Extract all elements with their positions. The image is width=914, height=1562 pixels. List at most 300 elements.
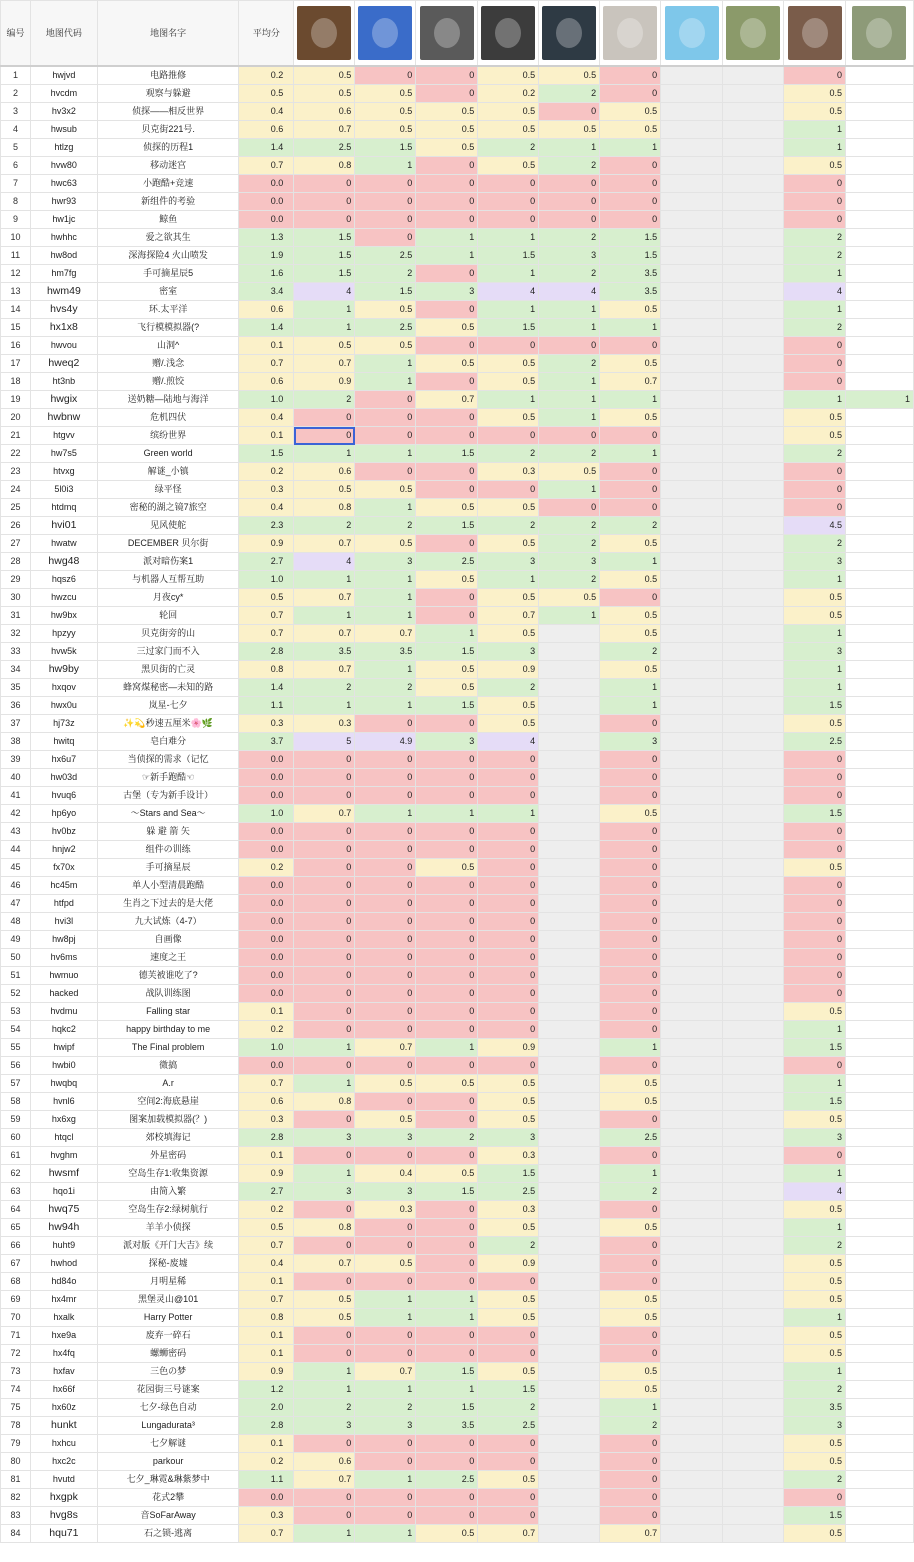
reviewer-1-score-cell[interactable]: 0.8: [294, 157, 355, 175]
reviewer-7-score-cell[interactable]: [661, 373, 723, 391]
row-number-cell[interactable]: 74: [1, 1381, 31, 1399]
row-number-cell[interactable]: 29: [1, 571, 31, 589]
average-score-cell[interactable]: 0.1: [239, 1435, 294, 1453]
average-score-cell[interactable]: 0.0: [239, 895, 294, 913]
reviewer-3-score-cell[interactable]: 0: [416, 1147, 478, 1165]
map-code-cell[interactable]: hx60z: [30, 1399, 97, 1417]
map-code-cell[interactable]: hv0bz: [30, 823, 97, 841]
reviewer-1-score-cell[interactable]: 0: [294, 877, 355, 895]
map-code-cell[interactable]: hxqov: [30, 679, 97, 697]
map-code-cell[interactable]: hwjvd: [30, 66, 97, 85]
reviewer-8-score-cell[interactable]: [723, 517, 784, 535]
reviewer-1-score-cell[interactable]: 2: [294, 517, 355, 535]
reviewer-1-score-cell[interactable]: 0.7: [294, 661, 355, 679]
row-number-cell[interactable]: 59: [1, 1111, 31, 1129]
row-number-cell[interactable]: 45: [1, 859, 31, 877]
reviewer-8-score-cell[interactable]: [723, 1147, 784, 1165]
reviewer-8-score-cell[interactable]: [723, 1507, 784, 1525]
reviewer-5-score-cell[interactable]: [539, 1111, 600, 1129]
reviewer-10-score-cell[interactable]: [845, 1021, 913, 1039]
average-score-cell[interactable]: 2.7: [239, 553, 294, 571]
reviewer-3-score-cell[interactable]: 0: [416, 823, 478, 841]
reviewer-6-score-cell[interactable]: 0.5: [600, 661, 661, 679]
reviewer-10-score-cell[interactable]: [845, 1381, 913, 1399]
reviewer-10-score-cell[interactable]: [845, 1507, 913, 1525]
reviewer-6-score-cell[interactable]: 0: [600, 1453, 661, 1471]
reviewer-header-7[interactable]: [661, 1, 723, 67]
reviewer-7-score-cell[interactable]: [661, 823, 723, 841]
reviewer-5-score-cell[interactable]: 0.5: [539, 66, 600, 85]
reviewer-8-score-cell[interactable]: [723, 193, 784, 211]
reviewer-10-score-cell[interactable]: [845, 715, 913, 733]
reviewer-4-score-cell[interactable]: 0: [478, 751, 539, 769]
reviewer-4-score-cell[interactable]: 0.5: [478, 499, 539, 517]
average-score-cell[interactable]: 1.2: [239, 1381, 294, 1399]
map-name-cell[interactable]: 音SoFarAway: [97, 1507, 239, 1525]
reviewer-4-score-cell[interactable]: 0: [478, 913, 539, 931]
reviewer-1-score-cell[interactable]: 0: [294, 895, 355, 913]
row-number-cell[interactable]: 9: [1, 211, 31, 229]
reviewer-5-score-cell[interactable]: 2: [539, 535, 600, 553]
map-name-cell[interactable]: 派对暗伤案1: [97, 553, 239, 571]
reviewer-2-score-cell[interactable]: 0: [355, 211, 416, 229]
reviewer-1-score-cell[interactable]: 3: [294, 1417, 355, 1435]
reviewer-5-score-cell[interactable]: 2: [539, 85, 600, 103]
reviewer-3-score-cell[interactable]: 0: [416, 1273, 478, 1291]
reviewer-1-score-cell[interactable]: 0.7: [294, 355, 355, 373]
reviewer-6-score-cell[interactable]: 0.5: [600, 301, 661, 319]
reviewer-3-score-cell[interactable]: 0: [416, 373, 478, 391]
reviewer-1-score-cell[interactable]: 0: [294, 841, 355, 859]
map-name-cell[interactable]: 躲 避 箭 矢: [97, 823, 239, 841]
reviewer-10-score-cell[interactable]: [845, 1147, 913, 1165]
reviewer-10-score-cell[interactable]: [845, 1183, 913, 1201]
reviewer-3-score-cell[interactable]: 0: [416, 769, 478, 787]
reviewer-4-score-cell[interactable]: 0.5: [478, 1219, 539, 1237]
reviewer-4-score-cell[interactable]: 0: [478, 823, 539, 841]
map-name-cell[interactable]: ☞新手跑酷☜: [97, 769, 239, 787]
reviewer-9-score-cell[interactable]: 2: [784, 229, 846, 247]
reviewer-2-score-cell[interactable]: 0: [355, 715, 416, 733]
reviewer-5-score-cell[interactable]: 0.5: [539, 463, 600, 481]
reviewer-5-score-cell[interactable]: [539, 985, 600, 1003]
reviewer-6-score-cell[interactable]: 2.5: [600, 1129, 661, 1147]
row-number-cell[interactable]: 1: [1, 66, 31, 85]
reviewer-9-score-cell[interactable]: 1: [784, 265, 846, 283]
average-score-cell[interactable]: 3.7: [239, 733, 294, 751]
reviewer-2-score-cell[interactable]: 1: [355, 661, 416, 679]
reviewer-1-score-cell[interactable]: 3: [294, 1183, 355, 1201]
reviewer-10-score-cell[interactable]: [845, 607, 913, 625]
reviewer-10-score-cell[interactable]: 1: [845, 391, 913, 409]
row-number-cell[interactable]: 41: [1, 787, 31, 805]
average-score-cell[interactable]: 0.1: [239, 337, 294, 355]
reviewer-5-score-cell[interactable]: [539, 1309, 600, 1327]
reviewer-1-score-cell[interactable]: 0: [294, 769, 355, 787]
reviewer-7-score-cell[interactable]: [661, 265, 723, 283]
reviewer-5-score-cell[interactable]: [539, 841, 600, 859]
map-name-cell[interactable]: 危机四伏: [97, 409, 239, 427]
reviewer-1-score-cell[interactable]: 0.9: [294, 373, 355, 391]
reviewer-7-score-cell[interactable]: [661, 1057, 723, 1075]
map-code-cell[interactable]: hwzcu: [30, 589, 97, 607]
map-name-cell[interactable]: 鲸鱼: [97, 211, 239, 229]
reviewer-3-score-cell[interactable]: 0: [416, 607, 478, 625]
average-score-cell[interactable]: 2.8: [239, 643, 294, 661]
reviewer-9-score-cell[interactable]: 2: [784, 1381, 846, 1399]
reviewer-header-9[interactable]: [784, 1, 846, 67]
reviewer-7-score-cell[interactable]: [661, 1003, 723, 1021]
row-number-cell[interactable]: 64: [1, 1201, 31, 1219]
reviewer-4-score-cell[interactable]: 0: [478, 1489, 539, 1507]
reviewer-5-score-cell[interactable]: 1: [539, 391, 600, 409]
map-name-cell[interactable]: 郊校填海记: [97, 1129, 239, 1147]
map-name-cell[interactable]: 轮回: [97, 607, 239, 625]
reviewer-9-score-cell[interactable]: 1: [784, 121, 846, 139]
reviewer-2-score-cell[interactable]: 0.5: [355, 121, 416, 139]
map-name-cell[interactable]: 花园街三号谜案: [97, 1381, 239, 1399]
reviewer-3-score-cell[interactable]: 0: [416, 1507, 478, 1525]
reviewer-2-score-cell[interactable]: 1: [355, 1291, 416, 1309]
map-name-cell[interactable]: 环.太平洋: [97, 301, 239, 319]
reviewer-4-score-cell[interactable]: 0: [478, 175, 539, 193]
reviewer-2-score-cell[interactable]: 0: [355, 1219, 416, 1237]
reviewer-8-score-cell[interactable]: [723, 1219, 784, 1237]
reviewer-9-score-cell[interactable]: 1.5: [784, 1507, 846, 1525]
map-name-cell[interactable]: 密秘的湖之镜7旅空: [97, 499, 239, 517]
row-number-cell[interactable]: 49: [1, 931, 31, 949]
reviewer-2-score-cell[interactable]: 1: [355, 1525, 416, 1543]
reviewer-7-score-cell[interactable]: [661, 859, 723, 877]
reviewer-6-score-cell[interactable]: 0: [600, 337, 661, 355]
reviewer-5-score-cell[interactable]: [539, 967, 600, 985]
reviewer-7-score-cell[interactable]: [661, 139, 723, 157]
reviewer-8-score-cell[interactable]: [723, 877, 784, 895]
reviewer-9-score-cell[interactable]: 1: [784, 1363, 846, 1381]
reviewer-10-score-cell[interactable]: [845, 229, 913, 247]
reviewer-7-score-cell[interactable]: [661, 751, 723, 769]
reviewer-9-score-cell[interactable]: 1: [784, 301, 846, 319]
reviewer-4-score-cell[interactable]: 0: [478, 841, 539, 859]
reviewer-8-score-cell[interactable]: [723, 1111, 784, 1129]
reviewer-4-score-cell[interactable]: 0: [478, 1507, 539, 1525]
map-name-cell[interactable]: 空岛生存1:收集资源: [97, 1165, 239, 1183]
reviewer-5-score-cell[interactable]: 2: [539, 445, 600, 463]
row-number-cell[interactable]: 84: [1, 1525, 31, 1543]
reviewer-10-score-cell[interactable]: [845, 1093, 913, 1111]
reviewer-4-score-cell[interactable]: 0: [478, 211, 539, 229]
reviewer-6-score-cell[interactable]: 0: [600, 913, 661, 931]
reviewer-4-score-cell[interactable]: 0: [478, 1273, 539, 1291]
reviewer-9-score-cell[interactable]: 2: [784, 247, 846, 265]
map-code-cell[interactable]: hvs4y: [30, 301, 97, 319]
reviewer-9-score-cell[interactable]: 0: [784, 931, 846, 949]
reviewer-5-score-cell[interactable]: [539, 1363, 600, 1381]
map-name-cell[interactable]: 移动迷宫: [97, 157, 239, 175]
average-score-cell[interactable]: 1.6: [239, 265, 294, 283]
map-code-cell[interactable]: hqo1i: [30, 1183, 97, 1201]
reviewer-9-score-cell[interactable]: 0.5: [784, 1003, 846, 1021]
reviewer-6-score-cell[interactable]: 0.5: [600, 355, 661, 373]
average-score-cell[interactable]: 0.0: [239, 967, 294, 985]
reviewer-7-score-cell[interactable]: [661, 103, 723, 121]
reviewer-10-score-cell[interactable]: [845, 1273, 913, 1291]
reviewer-10-score-cell[interactable]: [845, 1291, 913, 1309]
reviewer-5-score-cell[interactable]: [539, 805, 600, 823]
reviewer-5-score-cell[interactable]: [539, 1471, 600, 1489]
reviewer-8-score-cell[interactable]: [723, 463, 784, 481]
average-score-cell[interactable]: 0.6: [239, 1093, 294, 1111]
reviewer-8-score-cell[interactable]: [723, 481, 784, 499]
reviewer-7-score-cell[interactable]: [661, 1399, 723, 1417]
column-header-name[interactable]: 地图名字: [97, 1, 239, 67]
reviewer-4-score-cell[interactable]: 0: [478, 877, 539, 895]
reviewer-6-score-cell[interactable]: 0: [600, 193, 661, 211]
reviewer-6-score-cell[interactable]: 0: [600, 427, 661, 445]
reviewer-1-score-cell[interactable]: 0: [294, 1003, 355, 1021]
reviewer-3-score-cell[interactable]: 0: [416, 715, 478, 733]
map-code-cell[interactable]: hvg8s: [30, 1507, 97, 1525]
reviewer-8-score-cell[interactable]: [723, 769, 784, 787]
reviewer-1-score-cell[interactable]: 0: [294, 1435, 355, 1453]
map-name-cell[interactable]: 侦探——相反世界: [97, 103, 239, 121]
reviewer-4-score-cell[interactable]: 0.9: [478, 661, 539, 679]
map-code-cell[interactable]: hj73z: [30, 715, 97, 733]
row-number-cell[interactable]: 43: [1, 823, 31, 841]
row-number-cell[interactable]: 12: [1, 265, 31, 283]
column-header-avg[interactable]: 平均分: [239, 1, 294, 67]
reviewer-10-score-cell[interactable]: [845, 283, 913, 301]
row-number-cell[interactable]: 68: [1, 1273, 31, 1291]
reviewer-10-score-cell[interactable]: [845, 265, 913, 283]
map-name-cell[interactable]: 战队训练图: [97, 985, 239, 1003]
reviewer-7-score-cell[interactable]: [661, 787, 723, 805]
reviewer-10-score-cell[interactable]: [845, 1057, 913, 1075]
reviewer-8-score-cell[interactable]: [723, 589, 784, 607]
reviewer-3-score-cell[interactable]: 0: [416, 1219, 478, 1237]
row-number-cell[interactable]: 58: [1, 1093, 31, 1111]
reviewer-2-score-cell[interactable]: 0: [355, 1345, 416, 1363]
map-code-cell[interactable]: hx66f: [30, 1381, 97, 1399]
row-number-cell[interactable]: 44: [1, 841, 31, 859]
reviewer-8-score-cell[interactable]: [723, 1327, 784, 1345]
reviewer-10-score-cell[interactable]: [845, 247, 913, 265]
reviewer-8-score-cell[interactable]: [723, 661, 784, 679]
row-number-cell[interactable]: 67: [1, 1255, 31, 1273]
reviewer-7-score-cell[interactable]: [661, 319, 723, 337]
map-code-cell[interactable]: hvi3l: [30, 913, 97, 931]
reviewer-9-score-cell[interactable]: 0: [784, 355, 846, 373]
average-score-cell[interactable]: 0.0: [239, 193, 294, 211]
reviewer-8-score-cell[interactable]: [723, 1165, 784, 1183]
reviewer-2-score-cell[interactable]: 3: [355, 1183, 416, 1201]
reviewer-2-score-cell[interactable]: 3: [355, 1417, 416, 1435]
reviewer-6-score-cell[interactable]: 1: [600, 445, 661, 463]
reviewer-5-score-cell[interactable]: [539, 1507, 600, 1525]
map-name-cell[interactable]: 赠/.浅念: [97, 355, 239, 373]
row-number-cell[interactable]: 22: [1, 445, 31, 463]
map-name-cell[interactable]: 花式2攀: [97, 1489, 239, 1507]
reviewer-4-score-cell[interactable]: 0.5: [478, 625, 539, 643]
reviewer-8-score-cell[interactable]: [723, 1363, 784, 1381]
reviewer-8-score-cell[interactable]: [723, 445, 784, 463]
reviewer-6-score-cell[interactable]: 1: [600, 1399, 661, 1417]
reviewer-5-score-cell[interactable]: [539, 1489, 600, 1507]
reviewer-6-score-cell[interactable]: 1.5: [600, 247, 661, 265]
reviewer-8-score-cell[interactable]: [723, 427, 784, 445]
reviewer-8-score-cell[interactable]: [723, 1057, 784, 1075]
reviewer-4-score-cell[interactable]: 0.3: [478, 1201, 539, 1219]
reviewer-5-score-cell[interactable]: [539, 625, 600, 643]
reviewer-8-score-cell[interactable]: [723, 1075, 784, 1093]
reviewer-9-score-cell[interactable]: 0.5: [784, 607, 846, 625]
reviewer-4-score-cell[interactable]: 0.5: [478, 1471, 539, 1489]
reviewer-8-score-cell[interactable]: [723, 787, 784, 805]
reviewer-4-score-cell[interactable]: 0.7: [478, 1525, 539, 1543]
reviewer-1-score-cell[interactable]: 0.5: [294, 481, 355, 499]
reviewer-1-score-cell[interactable]: 0.5: [294, 337, 355, 355]
reviewer-7-score-cell[interactable]: [661, 1093, 723, 1111]
average-score-cell[interactable]: 0.2: [239, 859, 294, 877]
reviewer-7-score-cell[interactable]: [661, 193, 723, 211]
reviewer-2-score-cell[interactable]: 0: [355, 175, 416, 193]
reviewer-3-score-cell[interactable]: 2.5: [416, 1471, 478, 1489]
reviewer-7-score-cell[interactable]: [661, 517, 723, 535]
reviewer-5-score-cell[interactable]: [539, 1453, 600, 1471]
map-name-cell[interactable]: ✨💫秒速五厘米🌸🌿: [97, 715, 239, 733]
reviewer-2-score-cell[interactable]: 1.5: [355, 283, 416, 301]
average-score-cell[interactable]: 0.1: [239, 1003, 294, 1021]
reviewer-7-score-cell[interactable]: [661, 625, 723, 643]
reviewer-2-score-cell[interactable]: 1: [355, 445, 416, 463]
reviewer-1-score-cell[interactable]: 0: [294, 1147, 355, 1165]
reviewer-7-score-cell[interactable]: [661, 247, 723, 265]
map-code-cell[interactable]: hxalk: [30, 1309, 97, 1327]
reviewer-3-score-cell[interactable]: 1.5: [416, 1183, 478, 1201]
reviewer-9-score-cell[interactable]: 0: [784, 985, 846, 1003]
reviewer-9-score-cell[interactable]: 2: [784, 319, 846, 337]
average-score-cell[interactable]: 1.4: [239, 319, 294, 337]
average-score-cell[interactable]: 0.4: [239, 1255, 294, 1273]
reviewer-5-score-cell[interactable]: [539, 1417, 600, 1435]
reviewer-1-score-cell[interactable]: 1.5: [294, 265, 355, 283]
reviewer-7-score-cell[interactable]: [661, 1219, 723, 1237]
reviewer-3-score-cell[interactable]: 1: [416, 247, 478, 265]
reviewer-5-score-cell[interactable]: 1: [539, 373, 600, 391]
reviewer-9-score-cell[interactable]: 0.5: [784, 1111, 846, 1129]
map-code-cell[interactable]: hwr93: [30, 193, 97, 211]
reviewer-5-score-cell[interactable]: [539, 1201, 600, 1219]
row-number-cell[interactable]: 83: [1, 1507, 31, 1525]
reviewer-7-score-cell[interactable]: [661, 571, 723, 589]
reviewer-2-score-cell[interactable]: 3: [355, 1129, 416, 1147]
reviewer-6-score-cell[interactable]: 1: [600, 1165, 661, 1183]
reviewer-10-score-cell[interactable]: [845, 1201, 913, 1219]
reviewer-9-score-cell[interactable]: 0: [784, 913, 846, 931]
reviewer-9-score-cell[interactable]: 1: [784, 1219, 846, 1237]
average-score-cell[interactable]: 1.9: [239, 247, 294, 265]
average-score-cell[interactable]: 1.0: [239, 571, 294, 589]
reviewer-2-score-cell[interactable]: 0: [355, 787, 416, 805]
reviewer-6-score-cell[interactable]: 0: [600, 66, 661, 85]
reviewer-4-score-cell[interactable]: 0: [478, 895, 539, 913]
reviewer-4-score-cell[interactable]: 0: [478, 859, 539, 877]
reviewer-7-score-cell[interactable]: [661, 679, 723, 697]
map-name-cell[interactable]: 当侦探的需求（记忆: [97, 751, 239, 769]
reviewer-9-score-cell[interactable]: 0: [784, 769, 846, 787]
map-name-cell[interactable]: 羊羊小侦探: [97, 1219, 239, 1237]
reviewer-9-score-cell[interactable]: 0.5: [784, 85, 846, 103]
reviewer-10-score-cell[interactable]: [845, 445, 913, 463]
map-name-cell[interactable]: 缤纷世界: [97, 427, 239, 445]
reviewer-3-score-cell[interactable]: 1: [416, 1309, 478, 1327]
reviewer-1-score-cell[interactable]: 1: [294, 1075, 355, 1093]
reviewer-2-score-cell[interactable]: 0: [355, 409, 416, 427]
reviewer-6-score-cell[interactable]: 0: [600, 895, 661, 913]
reviewer-7-score-cell[interactable]: [661, 301, 723, 319]
reviewer-7-score-cell[interactable]: [661, 229, 723, 247]
reviewer-7-score-cell[interactable]: [661, 895, 723, 913]
row-number-cell[interactable]: 36: [1, 697, 31, 715]
reviewer-2-score-cell[interactable]: 1: [355, 1471, 416, 1489]
reviewer-10-score-cell[interactable]: [845, 949, 913, 967]
reviewer-8-score-cell[interactable]: [723, 229, 784, 247]
reviewer-1-score-cell[interactable]: 0: [294, 1021, 355, 1039]
map-name-cell[interactable]: 三过家门而不入: [97, 643, 239, 661]
map-name-cell[interactable]: 贝克街旁的山: [97, 625, 239, 643]
average-score-cell[interactable]: 0.0: [239, 787, 294, 805]
reviewer-2-score-cell[interactable]: 0.5: [355, 103, 416, 121]
reviewer-2-score-cell[interactable]: 0.5: [355, 85, 416, 103]
reviewer-3-score-cell[interactable]: 0: [416, 337, 478, 355]
reviewer-9-score-cell[interactable]: 1: [784, 679, 846, 697]
reviewer-2-score-cell[interactable]: 0.5: [355, 1075, 416, 1093]
average-score-cell[interactable]: 0.7: [239, 355, 294, 373]
average-score-cell[interactable]: 0.8: [239, 661, 294, 679]
reviewer-10-score-cell[interactable]: [845, 643, 913, 661]
reviewer-8-score-cell[interactable]: [723, 625, 784, 643]
reviewer-8-score-cell[interactable]: [723, 859, 784, 877]
row-number-cell[interactable]: 26: [1, 517, 31, 535]
reviewer-8-score-cell[interactable]: [723, 499, 784, 517]
average-score-cell[interactable]: 2.7: [239, 1183, 294, 1201]
map-code-cell[interactable]: hwc63: [30, 175, 97, 193]
reviewer-5-score-cell[interactable]: [539, 1147, 600, 1165]
reviewer-3-score-cell[interactable]: 2.5: [416, 553, 478, 571]
reviewer-9-score-cell[interactable]: 4: [784, 1183, 846, 1201]
reviewer-10-score-cell[interactable]: [845, 121, 913, 139]
reviewer-7-score-cell[interactable]: [661, 643, 723, 661]
reviewer-3-score-cell[interactable]: 0: [416, 895, 478, 913]
reviewer-2-score-cell[interactable]: 0.5: [355, 481, 416, 499]
reviewer-6-score-cell[interactable]: 0: [600, 1489, 661, 1507]
reviewer-10-score-cell[interactable]: [845, 1525, 913, 1543]
reviewer-7-score-cell[interactable]: [661, 553, 723, 571]
reviewer-1-score-cell[interactable]: 0: [294, 931, 355, 949]
row-number-cell[interactable]: 82: [1, 1489, 31, 1507]
reviewer-4-score-cell[interactable]: 0.3: [478, 463, 539, 481]
map-code-cell[interactable]: hweq2: [30, 355, 97, 373]
average-score-cell[interactable]: 0.0: [239, 949, 294, 967]
reviewer-8-score-cell[interactable]: [723, 247, 784, 265]
reviewer-10-score-cell[interactable]: [845, 1219, 913, 1237]
reviewer-10-score-cell[interactable]: [845, 481, 913, 499]
reviewer-7-score-cell[interactable]: [661, 427, 723, 445]
reviewer-5-score-cell[interactable]: [539, 1327, 600, 1345]
reviewer-8-score-cell[interactable]: [723, 66, 784, 85]
reviewer-1-score-cell[interactable]: 0: [294, 1489, 355, 1507]
reviewer-4-score-cell[interactable]: 1.5: [478, 1165, 539, 1183]
